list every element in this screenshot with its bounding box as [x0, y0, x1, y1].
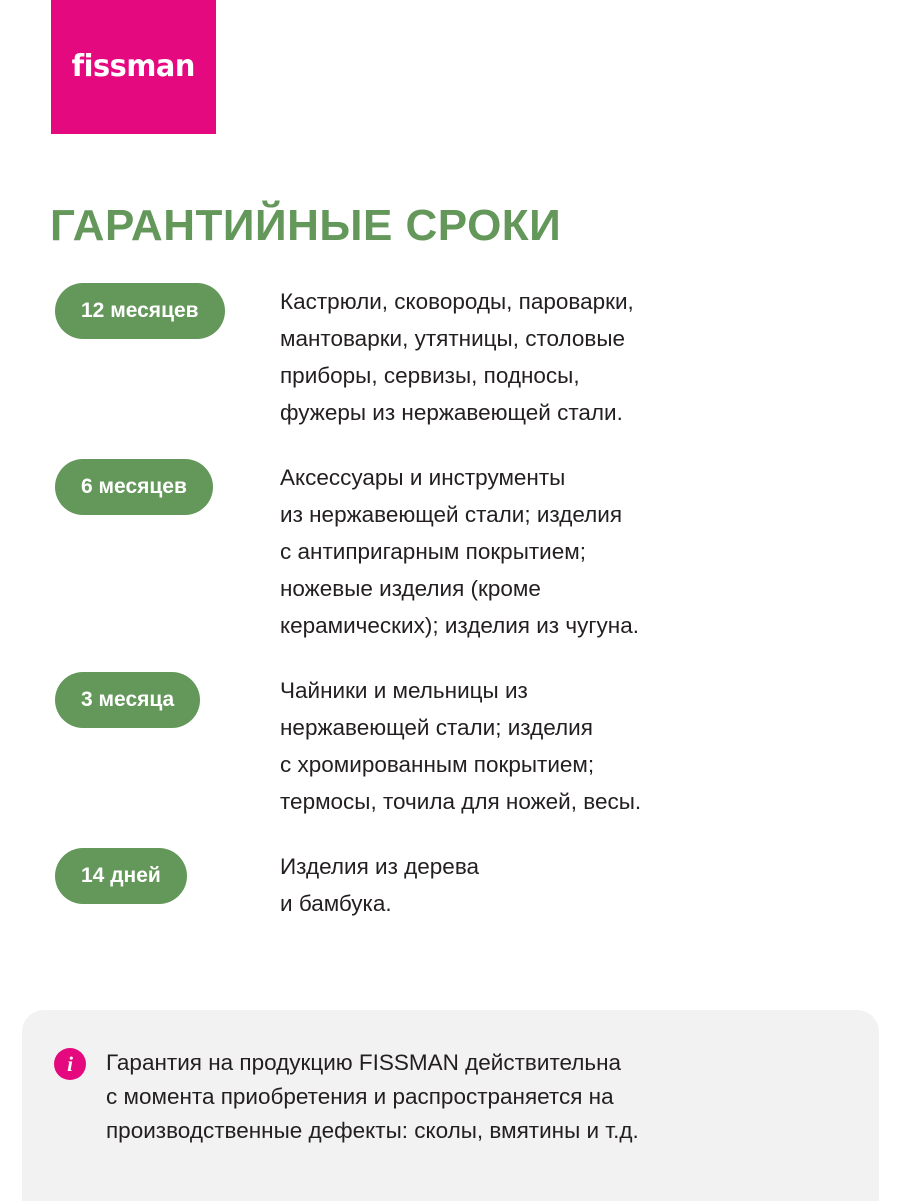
desc-line: Аксессуары и инструменты	[280, 465, 566, 490]
desc-line: с антипригарным покрытием;	[280, 539, 586, 564]
warranty-row	[0, 459, 901, 644]
info-icon: i	[54, 1048, 86, 1080]
desc-line: мантоварки, утятницы, столовые	[280, 326, 626, 351]
brand-logo	[51, 0, 216, 134]
note-line: Гарантия на продукцию FISSMAN действительна	[106, 1050, 622, 1075]
desc-line: и бамбука.	[280, 891, 392, 916]
warranty-badge-cell	[0, 283, 280, 339]
warranty-badge-cell	[0, 672, 280, 728]
page-title: ГАРАНТИЙНЫЕ СРОКИ	[50, 201, 562, 251]
footer-note-text	[106, 1046, 639, 1148]
warranty-badge-cell	[0, 459, 280, 515]
warranty-row	[0, 672, 901, 820]
desc-line: нержавеющей стали; изделия	[280, 715, 593, 740]
desc-line: Изделия из дерева	[280, 854, 480, 879]
desc-line: фужеры из нержавеющей стали.	[280, 400, 623, 425]
status-badge: 14 дней	[55, 848, 187, 904]
desc-line: приборы, сервизы, подносы,	[280, 363, 580, 388]
warranty-description	[280, 672, 901, 820]
note-line: производственные дефекты: сколы, вмятины и т.д.	[106, 1118, 639, 1143]
desc-line: керамических); изделия из чугуна.	[280, 613, 639, 638]
status-badge: 6 месяцев	[55, 459, 213, 515]
desc-line: с хромированным покрытием;	[280, 752, 595, 777]
desc-line: термосы, точила для ножей, весы.	[280, 789, 642, 814]
note-line: с момента приобретения и распространяется на	[106, 1084, 614, 1109]
warranty-description	[280, 283, 901, 431]
warranty-badge-cell	[0, 848, 280, 904]
warranty-row	[0, 848, 901, 922]
desc-line: ножевые изделия (кроме	[280, 576, 541, 601]
status-badge: 12 месяцев	[55, 283, 225, 339]
desc-line: Кастрюли, сковороды, пароварки,	[280, 289, 634, 314]
desc-line: Чайники и мельницы из	[280, 678, 528, 703]
warranty-row	[0, 283, 901, 431]
footer-note	[22, 1010, 879, 1201]
status-badge: 3 месяца	[55, 672, 200, 728]
warranty-description	[280, 459, 901, 644]
warranty-description	[280, 848, 901, 922]
brand-logo-text: fissman	[71, 49, 196, 84]
desc-line: из нержавеющей стали; изделия	[280, 502, 623, 527]
warranty-list	[0, 283, 901, 922]
